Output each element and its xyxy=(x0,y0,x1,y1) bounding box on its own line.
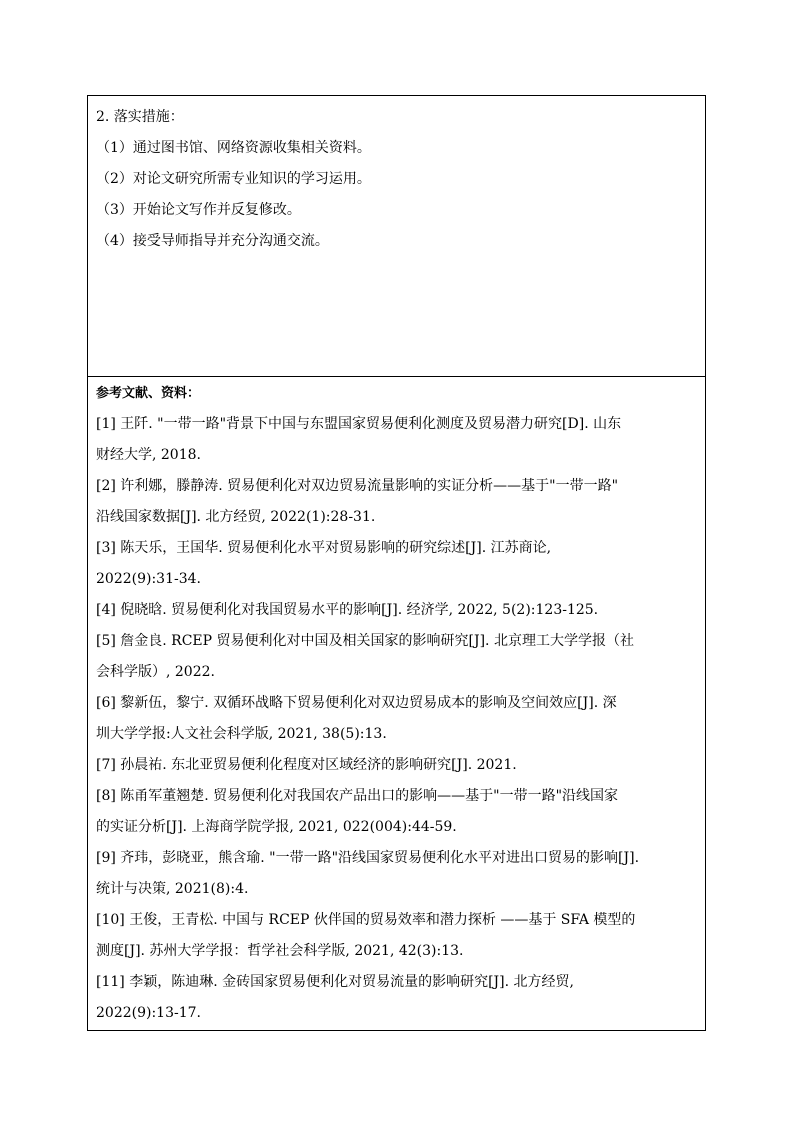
reference-item xyxy=(96,750,697,781)
reference-line: [10] 王俊，王青松. 中国与 RCEP 伙伴国的贸易效率和潜力探析 ——基于 SFA 模型的 xyxy=(96,912,636,928)
reference-item xyxy=(96,905,697,967)
reference-line: [11] 李颖，陈迪琳. 金砖国家贸易便利化对贸易流量的影响研究[J]. 北方经贸, xyxy=(96,974,574,990)
measures-title: 2. 落实措施： xyxy=(96,109,184,125)
reference-line: [7] 孙晨祐. 东北亚贸易便利化程度对区域经济的影响研究[J]. 2021. xyxy=(96,757,517,773)
reference-line: 2022(9):31-34. xyxy=(96,571,201,587)
reference-line: 的实证分析[J]. 上海商学院学报, 2021, 022(004):44-59. xyxy=(96,819,457,835)
measure-item: （4）接受导师指导并充分沟通交流。 xyxy=(96,233,329,249)
reference-item xyxy=(96,595,697,626)
reference-line: 财经大学, 2018. xyxy=(96,447,201,463)
reference-item xyxy=(96,409,697,471)
reference-line: 沿线国家数据[J]. 北方经贸, 2022(1):28-31. xyxy=(96,509,376,525)
reference-line: [9] 齐玮，彭晓亚，熊含瑜. "一带一路"沿线国家贸易便利化水平对进出口贸易的影响[J]. xyxy=(96,850,640,866)
reference-item xyxy=(96,688,697,750)
measure-item: （2）对论文研究所需专业知识的学习运用。 xyxy=(96,171,371,187)
reference-item xyxy=(96,471,697,533)
references-title: 参考文献、资料： xyxy=(96,386,201,401)
reference-line: 2022(9):13-17. xyxy=(96,1005,201,1021)
reference-line: 圳大学学报:人文社会科学版, 2021, 38(5):13. xyxy=(96,726,387,742)
reference-line: 测度[J]. 苏州大学学报：哲学社会科学版, 2021, 42(3):13. xyxy=(96,943,464,959)
reference-item xyxy=(96,967,697,1029)
reference-line: [4] 倪晓晗. 贸易便利化对我国贸易水平的影响[J]. 经济学, 2022, 5(2):123-125. xyxy=(96,602,599,618)
reference-list xyxy=(96,409,697,1029)
reference-line: 统计与决策, 2021(8):4. xyxy=(96,881,249,897)
reference-line: 会科学版）, 2022. xyxy=(96,664,215,680)
reference-line: [8] 陈甬军董翘楚. 贸易便利化对我国农产品出口的影响——基于"一带一路"沿线国家 xyxy=(96,788,619,804)
reference-item xyxy=(96,843,697,905)
measure-item: （1）通过图书馆、网络资源收集相关资料。 xyxy=(96,140,371,156)
reference-line: [2] 许利娜，滕静涛. 贸易便利化对双边贸易流量影响的实证分析——基于"一带一路" xyxy=(96,478,619,494)
measure-item: （3）开始论文写作并反复修改。 xyxy=(96,202,301,218)
reference-line: [3] 陈天乐，王国华. 贸易便利化水平对贸易影响的研究综述[J]. 江苏商论, xyxy=(96,540,552,556)
references-cell xyxy=(87,376,706,1031)
reference-line: [5] 詹金良. RCEP 贸易便利化对中国及相关国家的影响研究[J]. 北京理工大学学报（社 xyxy=(96,633,634,649)
reference-item xyxy=(96,626,697,688)
reference-item xyxy=(96,533,697,595)
reference-item xyxy=(96,781,697,843)
reference-line: [6] 黎新伍，黎宁. 双循环战略下贸易便利化对双边贸易成本的影响及空间效应[J]. 深 xyxy=(96,695,617,711)
measures-cell xyxy=(87,95,706,377)
reference-line: [1] 王阡. "一带一路"背景下中国与东盟国家贸易便利化测度及贸易潜力研究[D]. 山东 xyxy=(96,416,622,432)
